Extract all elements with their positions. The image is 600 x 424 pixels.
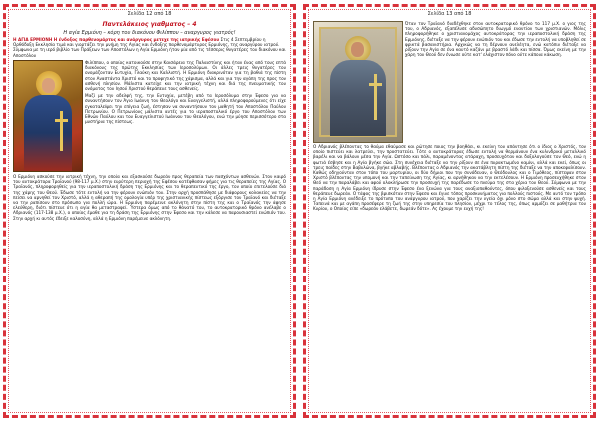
- article-subtitle: Η αγία Ερμιόνη – κόρη του διακόνου Φιλίππου – αναργυρος γιατρός!: [63, 30, 236, 36]
- top-column-text: [405, 21, 586, 59]
- side-paragraph: Μαζί με την αδελφή της, την Ευτυχία, μετέβη από τα Ιεροσόλυμα στην Έφεσο για να συναντήσουν τον Άγιο Ιωάννη τον Θεολόγο και Ευαγγελιστή, αλλά πληροφορούμενες ότι είχε εγκαταλείψει την επίγεια ζωή, έστησαν να συναντήσουν τον μαθητή του Αποστόλου Παύλου Πετρωνίου. Ο Πετρωνίους μάλιστα αυτές για το ιεραποστολικό έργο του Αποστόλου των Εθνών Παύλου και του Ευαγγελιστού Ιωάννου του Θεολόγου, ενώ την μύησε περισσότερο στα μυστήρια της πίστεως.: [85, 93, 286, 125]
- face-shape: [351, 42, 364, 57]
- body-paragraph: Ο Ερμιόνη ασκούσε την ιατρική τέχνη, την οποία και εξασκούσε δωρεάν προς θεραπεία των πασχόντων ασθενών. Στον καιρό του αυτοκράτορα Τραϊανού (98-117 μ.Χ.) στην ευρύτερη περιοχή της Εφέσου κατέφθασαν φήμες για τις θεραπείες της Αγίας. Ο Τραϊανός, πληροφορηθείς για την ιεραποστολική δράση της Ερμιόνης και το θεραπευτικό της έργο, τον οποίο επιτελούσε διά της χάρης του Θεού. Έδωσε τότε εντολή να την φέρουν ενώπιόν του. Στην αρχή προσπάθησε με διάφορους κολακείες να την πείσει να αρνηθεί τον Χριστό, αλλά η αθεραπή της ομολογία υπέρ της χριστιανικής πίστεως εξόργισε τον Τραϊανό και διέταξε να την ραπίσουν στο πρόσωπο για πολλή ώρα. Η Ερμιόνη παρέμεινε ακλόνητη στην πίστη της και ο Τραϊανός την άφησε ελεύθερη, διότι πίστευε ότι η αγία θα μεταστραφεί. Ύστερα όμως από το θάνατό του, το αυτοκρατορικό θρόνο ανέλαβε ο Αδριανός (117-138 μ.Χ.), ο οποίος έμαθε για τη δράση της Ερμιόνης στην Έφεσο και την κάλεσε να παρουσιαστεί ενώπιόν του. Στην αρχή κι αυτός έδειξε καλοσύνη, αλλά η Ερμιόνη παρέμεινε ακλόνητη.: [13, 174, 286, 221]
- cross-icon: [60, 111, 63, 151]
- body-text: [313, 144, 586, 214]
- intro-paragraph: [13, 37, 286, 58]
- right-page: [303, 4, 596, 418]
- body-paragraph: Ο Αδριανός βλέποντας το θαύμα εθαύμασε και ρώτησε ποιος την βοηθάει, κι εκείνη του απάντησε ότι ο ίδιος ο Χριστός, τον οποίο πιστεύει και λατρεύει, την προστατεύει. Τότε ο αυτοκράτορας έδωσε εντολή να θερμάνουν ένα κυλινδρικό μεταλλικό βαρέλι και να βάλουν μέσα την Αγία. Ωστόσο και πάλι, παραμένοντας ατάραχη, προσευχόταν και δοξολογούσε τον Θεό, ενώ η φωτιά έσβησε και η Αγία βγήκε σώα. Στη συνέχεια διέταξε να την ρίξουν σε ένα πυρακτωμένο καμίνι, αλλά και εκεί, όπως οι τρεις παίδες στην Βαβυλώνα, βγήκε αβλαβής. Βλέποντας ο Αδριανός την ακατάβλητη πίστη της διέταξε να την αποκεφαλίσουν. Καθώς οδηγούνταν στον τόπο του μαρτυρίου, οι δύο δήμιοι που την συνόδευαν, ο Θεόδουλος και ο Τιμόθεος, πίστεψαν στον Χριστό βλέποντας την υπομονή και την ταπείνωση της Αγίας, κι αρνήθηκαν να την εκτελέσουν. Η Ερμιόνη προσευχήθηκε στον Θεό να την παραλάβει και αφού ολοκλήρωσε την προσευχή της παρέδωσε το πνεύμα της στα χέρια του Θεού. Σύμφωνα με την παράδοση η Αγία Ερμιόνη ίδρυσε στην Έφεσο ένα ξενώνα για τους αναξιοπαθούντες, όπου φιλοξενούσε ασθενείς και τους θεράπευε δωρεάν. Ο τάφος της βρισκόταν στην Έφεσο και έγινε τόπος προσκυνήματος για πολλούς πιστούς. Με αυτό τον τρόπο η Αγία Ερμιόνη ανέδειξε το πρότυπο του ανάργυρου ιατρού, που χαρίζει την υγεία όχι μόνο στο σώμα αλλά και στην ψυχή. Ταπεινά και με αγάπη προσέφερε τη ζωή της στην υπηρεσία του πλησίον, μέχρι το τέλος της, όπως αρμόζει σε μαθήτρια του Κυρίου, ο Οποίος είπε «δωρεάν ελάβετε, δωρεάν δότε». Ας έχουμε την ευχή της!: [313, 144, 586, 212]
- side-paragraph: Φιλίππου, ο οποίος κατοικούσε στην Καισάρεια της Παλαιστίνης και ήταν ένας από τους επτά διακόνους της πρώτης Εκκλησίας των Ιεροσολύμων. Οι άλλες τρεις θυγατέρες του ονομάζονταν Ευτυχία, Γλαύκη και Καλλιστή. Η Ερμιόνη διακρινόταν για τη βαθιά της πίστη στον Αναστάντα Χριστό και το προφητικό της χάρισμα, αλλά και για την αγάπη της προς τον ασθενή πλησίον. Μάλιστα κατείχε και την ιατρική τέχνη και διά της πνευματικής του ονόματος του Ιησού Χριστού θεράπευε τους ασθενείς.: [85, 60, 286, 92]
- page-total: 18: [165, 11, 172, 17]
- header-prefix: Σελίδα: [427, 11, 445, 17]
- robe-shape: [24, 95, 72, 171]
- section-title: Παντελάκειος γιαθματος – 4: [102, 21, 197, 28]
- saint-icon-image: [313, 21, 403, 143]
- page-header: [3, 11, 296, 17]
- face-shape: [42, 78, 55, 93]
- lead-text: Η ΑΓΙΑ ΕΡΜΙΟΝΗ Η ένδοξος παρθενομάρτυς και ανάργυρος μετεχε της ιατρικής Εφέσου: [13, 37, 220, 42]
- left-page: [3, 4, 296, 418]
- side-column-text: [85, 60, 286, 126]
- page-number: 12: [146, 11, 153, 17]
- page-header: [303, 11, 596, 17]
- body-text: [13, 174, 286, 223]
- top-paragraph: Όταν τον Τραϊανό διαδέχθηκε στον αυτοκρατορικό θρόνο το 117 μ.Χ. ο γιος της του, ο Αδριανός, εξαπέλυσε αδυσώπητο διωγμό εναντίον των χριστιανών. Μόλις πληροφορήθηκε ο χριστιανομάχος αυτοκράτορας την ιεραποστολική δράση της Ερμιόνης, διέταξε να την φέρουν ενώπιόν του και έδωσε την εντολή να υποβληθεί σε φρικτά βασανιστήρια. Αρχικώς να τη δέρνουν ανελέητα, ενώ κατόπιν διέταξε να ρίξουν την Αγία σε ένα καυτό καζάνι με βραστό λάδι και πίσσα. Όμως εκείνη με την χάρη του Θεού δεν ένιωσε ούτε κατ' ελάχιστον πόνο ούτε κάποια κάκωση.: [405, 21, 586, 58]
- saint-icon-image: [13, 60, 83, 172]
- header-of: από: [454, 11, 464, 17]
- intro-text: Στις 4 Σεπτεμβρίου η Ορθόδοξη Εκκλησία τιμά και γιορτάζει την μνήμη της Αγίας και ένδοξης παρθενομάρτυρος Ερμιόνης, της αναργύρου ιατρού. Σύμφωνα με τη ιερό βιβλίο των Πράξεων των Αποστόλων η Αγία Ερμιόνη ήταν μία από τις τέσσερις θυγατέρες του διακόνου και Αποστόλου: [13, 37, 286, 58]
- page-total: 18: [465, 11, 472, 17]
- robe-shape: [330, 60, 386, 136]
- cross-icon: [374, 74, 377, 120]
- header-prefix: Σελίδα: [127, 11, 145, 17]
- page-number: 13: [446, 11, 453, 17]
- header-of: από: [154, 11, 164, 17]
